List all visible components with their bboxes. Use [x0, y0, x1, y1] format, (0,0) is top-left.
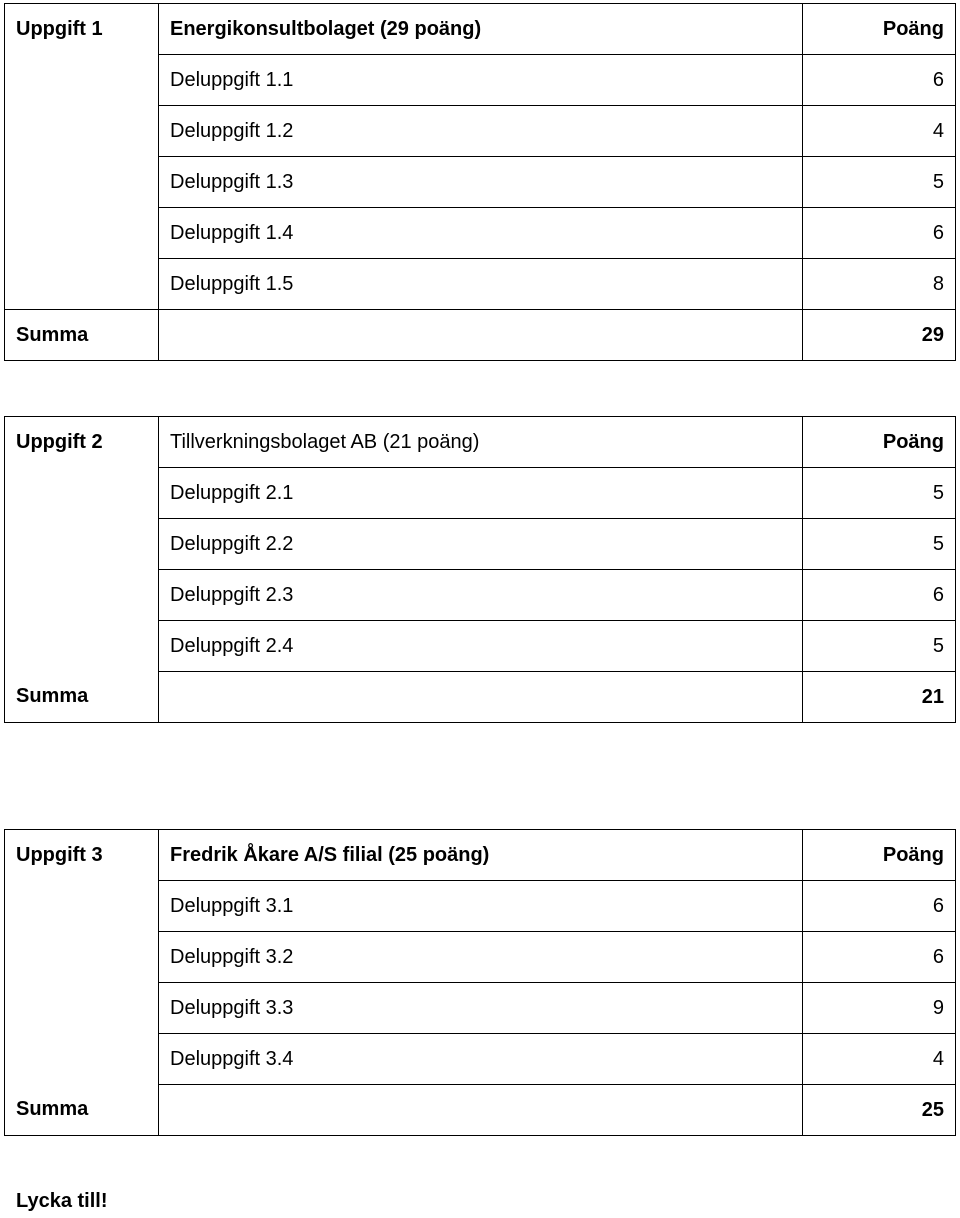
- subtask-points: 4: [803, 106, 956, 157]
- summa-label: Summa: [5, 672, 159, 723]
- summa-row: [5, 672, 956, 723]
- subtask-label: Deluppgift 3.3: [159, 983, 803, 1034]
- subtask-label: Deluppgift 1.3: [159, 157, 803, 208]
- subtask-points: 6: [803, 881, 956, 932]
- empty-cell: [159, 310, 803, 361]
- task-title: Tillverkningsbolaget AB (21 poäng): [159, 417, 803, 468]
- subtask-label: Deluppgift 2.2: [159, 519, 803, 570]
- task-1-table: [4, 3, 956, 361]
- subtask-points: 9: [803, 983, 956, 1034]
- subtask-points: 6: [803, 55, 956, 106]
- empty-cell: [5, 570, 159, 621]
- subtask-points: 6: [803, 932, 956, 983]
- task-header-row: [5, 4, 956, 55]
- subtask-points: 8: [803, 259, 956, 310]
- summa-row: [5, 1085, 956, 1136]
- empty-cell: [5, 621, 159, 672]
- task-header-row: [5, 417, 956, 468]
- task-title: Fredrik Åkare A/S filial (25 poäng): [159, 830, 803, 881]
- subtask-label: Deluppgift 1.4: [159, 208, 803, 259]
- task-label: Uppgift 3: [5, 830, 159, 881]
- subtask-row: [5, 259, 956, 310]
- empty-cell: [5, 208, 159, 259]
- summa-value: 29: [803, 310, 956, 361]
- subtask-label: Deluppgift 1.5: [159, 259, 803, 310]
- empty-cell: [5, 468, 159, 519]
- empty-cell: [159, 672, 803, 723]
- empty-cell: [5, 106, 159, 157]
- task-title: Energikonsultbolaget (29 poäng): [159, 4, 803, 55]
- subtask-points: 6: [803, 570, 956, 621]
- subtask-points: 5: [803, 519, 956, 570]
- summa-label: Summa: [5, 1085, 159, 1136]
- subtask-row: [5, 519, 956, 570]
- points-header: Poäng: [803, 830, 956, 881]
- subtask-row: [5, 1034, 956, 1085]
- points-header: Poäng: [803, 417, 956, 468]
- subtask-label: Deluppgift 2.4: [159, 621, 803, 672]
- subtask-label: Deluppgift 3.2: [159, 932, 803, 983]
- subtask-label: Deluppgift 2.3: [159, 570, 803, 621]
- subtask-row: [5, 570, 956, 621]
- subtask-label: Deluppgift 3.1: [159, 881, 803, 932]
- subtask-label: Deluppgift 2.1: [159, 468, 803, 519]
- subtask-row: [5, 208, 956, 259]
- empty-cell: [159, 1085, 803, 1136]
- subtask-points: 5: [803, 621, 956, 672]
- subtask-label: Deluppgift 1.1: [159, 55, 803, 106]
- task-3-table: [4, 829, 956, 1136]
- task-header-row: [5, 830, 956, 881]
- empty-cell: [5, 1034, 159, 1085]
- empty-cell: [5, 932, 159, 983]
- subtask-row: [5, 932, 956, 983]
- subtask-row: [5, 55, 956, 106]
- empty-cell: [5, 55, 159, 106]
- summa-row: [5, 310, 956, 361]
- empty-cell: [5, 259, 159, 310]
- summa-value: 21: [803, 672, 956, 723]
- subtask-points: 4: [803, 1034, 956, 1085]
- subtask-row: [5, 983, 956, 1034]
- task-label: Uppgift 2: [5, 417, 159, 468]
- subtask-row: [5, 621, 956, 672]
- empty-cell: [5, 983, 159, 1034]
- task-label: Uppgift 1: [5, 4, 159, 55]
- subtask-row: [5, 468, 956, 519]
- subtask-label: Deluppgift 3.4: [159, 1034, 803, 1085]
- subtask-points: 5: [803, 468, 956, 519]
- closing-text: Lycka till!: [16, 1190, 108, 1212]
- summa-value: 25: [803, 1085, 956, 1136]
- summa-label: Summa: [5, 310, 159, 361]
- empty-cell: [5, 519, 159, 570]
- subtask-row: [5, 881, 956, 932]
- subtask-row: [5, 157, 956, 208]
- subtask-label: Deluppgift 1.2: [159, 106, 803, 157]
- task-2-table: [4, 416, 956, 723]
- empty-cell: [5, 157, 159, 208]
- points-header: Poäng: [803, 4, 956, 55]
- subtask-points: 6: [803, 208, 956, 259]
- subtask-row: [5, 106, 956, 157]
- empty-cell: [5, 881, 159, 932]
- subtask-points: 5: [803, 157, 956, 208]
